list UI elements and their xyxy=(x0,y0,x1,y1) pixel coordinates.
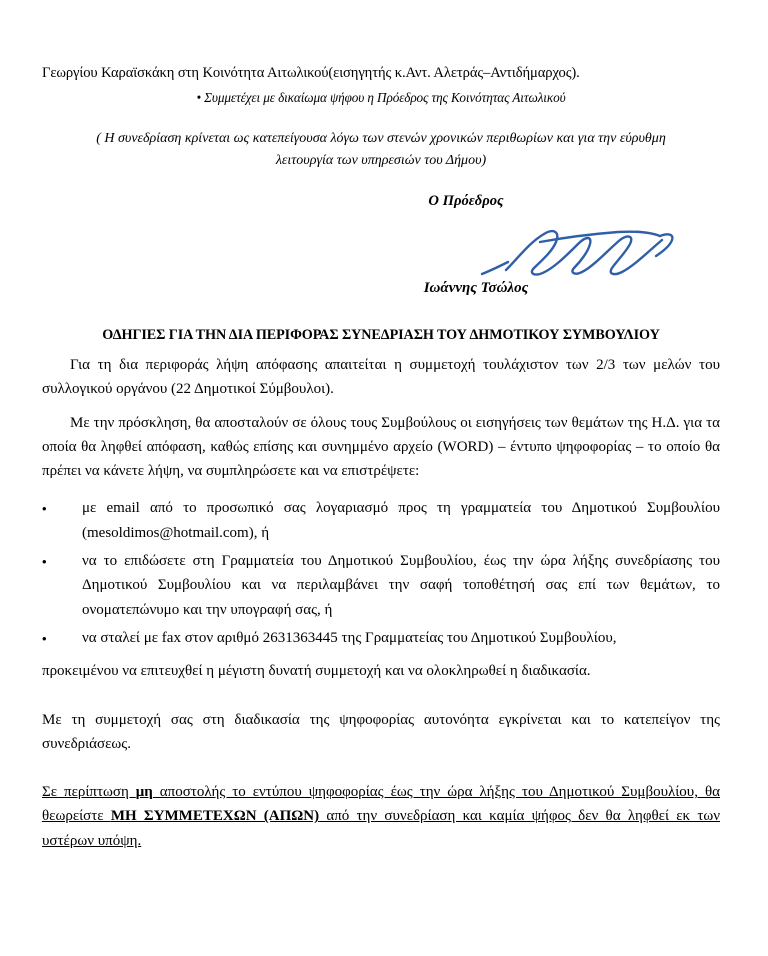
warning-part-1: Σε περίπτωση xyxy=(42,784,136,801)
signature-icon xyxy=(422,212,692,286)
bullet-icon: • xyxy=(42,501,47,517)
president-label: Ο Πρόεδρος xyxy=(428,192,504,209)
warning-paragraph xyxy=(42,780,720,853)
instructions-title: ΟΔΗΓΙΕΣ ΓΙΑ ΤΗΝ ΔΙΑ ΠΕΡΙΦΟΡΑΣ ΣΥΝΕΔΡΙΑΣΗ ΤΟΥ ΔΗΜΟΤΙΚΟΥ ΣΥΜΒΟΥΛΙΟΥ xyxy=(102,326,660,343)
warning-part-3: από την συνεδρίαση και καμία ψήφος δεν θα ληφθεί εκ των υστέρων υπόψη. xyxy=(42,808,721,849)
bullet-text: με email από το προσωπικό σας λογαριασμό προς τη γραμματεία του Δημοτικού Συμβουλίου (mesoldimos@hotmail.com), ή xyxy=(82,500,720,541)
participation-bullet: • Συμμετέχει με δικαίωμα ψήφου η Πρόεδρος της Κοινότητας Αιτωλικού xyxy=(196,89,566,105)
paragraph-purpose: προκειμένου να επιτευχθεί η μέγιστη δυνατή συμμετοχή και να ολοκληρωθεί η διαδικασία. xyxy=(42,663,591,680)
bullet-icon: • xyxy=(42,630,47,646)
warning-bold-2: ΜΗ ΣΥΜΜΕΤΕΧΩΝ (ΑΠΩΝ) xyxy=(110,808,320,825)
paragraph-quorum: Για τη δια περιφοράς λήψη απόφασης απαιτείται η συμμετοχή τουλάχιστον των 2/3 των μελών του συλλογικού οργάνου (22 Δημοτικοί Σύμβουλοι). xyxy=(42,356,720,398)
paragraph-invitation: Με την πρόσκληση, θα αποσταλούν σε όλους τους Συμβούλους οι εισηγήσεις των θεμάτων της Η.Δ. για τα οποία θα ληφθεί απόφαση, καθώς επίσης και συνημμένο αρχείο (WORD) – έντυπο ψηφοφορίας – το οποίο θα πρέπει να κάνετε λήψη, να συμπληρώσετε και να επιστρέψετε: xyxy=(42,414,720,480)
warning-bold-1: μη xyxy=(135,784,153,801)
president-name: Ιωάννης Τσώλος xyxy=(423,279,529,296)
list-item xyxy=(42,549,720,622)
signature-area xyxy=(42,212,720,286)
bullet-text: να σταλεί με fax στον αριθμό 2631363445 της Γραμματείας του Δημοτικού Συμβουλίου, xyxy=(82,629,617,646)
urgency-note: ( Η συνεδρίαση κρίνεται ως κατεπείγουσα λόγω των στενών χρονικών περιθωρίων και για την εύρυθμη λειτουργία των υπηρεσιών του Δήμου) xyxy=(96,130,666,169)
bullet-icon: • xyxy=(42,554,47,570)
warning-part-2: αποστολής το εντύπου ψηφοφορίας έως την ώρα λήξης του Δημοτικού Συμβουλίου, θα θεωρείστε xyxy=(42,784,720,825)
bullet-text: να το επιδώσετε στη Γραμματεία του Δημοτικού Συμβουλίου, έως την ώρα λήξης συνεδρίασης του Δημοτικού Συμβουλίου και να περιλαμβάνει την σαφή τοποθέτησή σας επί των θεμάτων, το ονοματεπώνυμο και την υπογραφή σας, ή xyxy=(82,553,720,618)
list-item xyxy=(42,626,720,650)
paragraph-approval: Με τη συμμετοχή σας στη διαδικασία της ψηφοφορίας αυτονόητα εγκρίνεται και το κατεπείγον της συνεδριάσεως. xyxy=(42,711,720,752)
list-item xyxy=(42,496,720,545)
header-line: Γεωργίου Καραϊσκάκη στη Κοινότητα Αιτωλικού(εισηγητής κ.Αντ. Αλετράς–Αντιδήμαρχος). xyxy=(42,65,580,81)
